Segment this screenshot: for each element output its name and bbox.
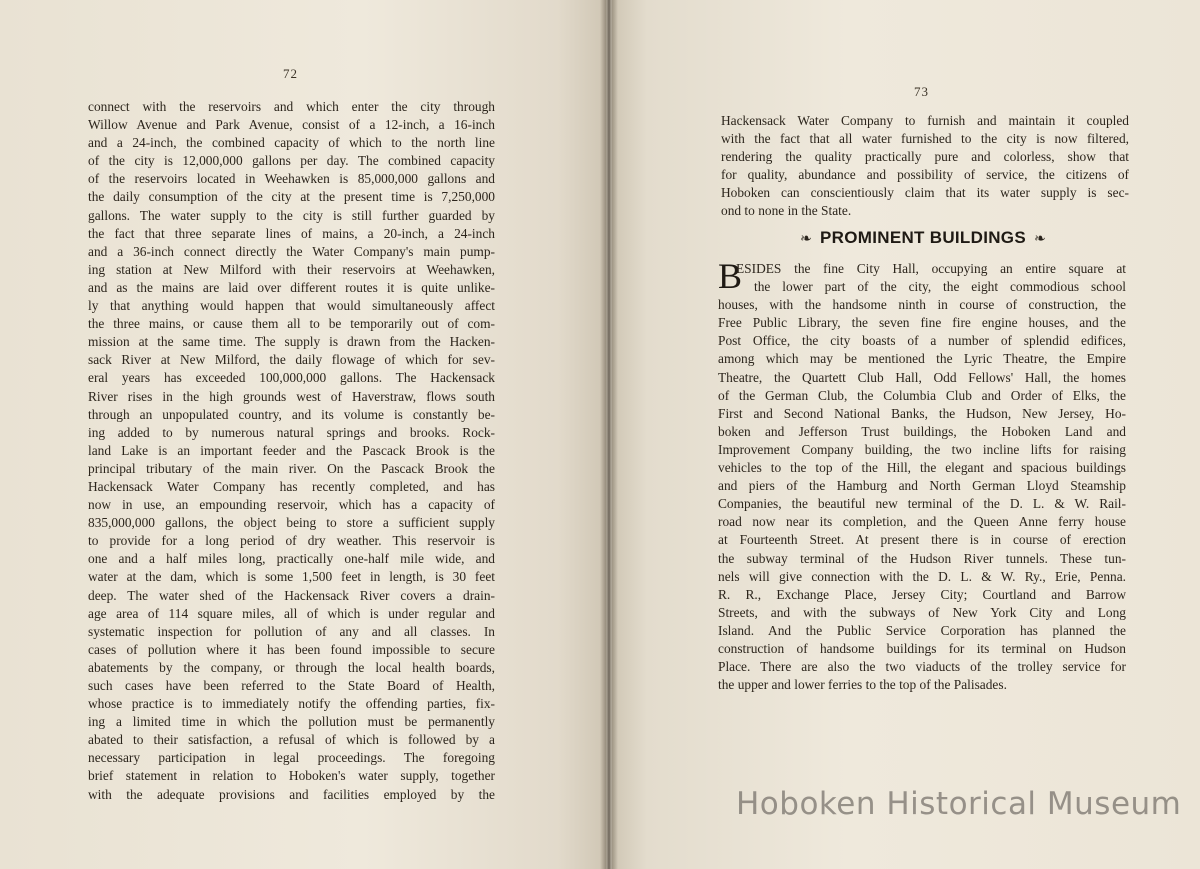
text-line: Companies, the beautiful new terminal of the D. L. & W. Rail- — [718, 496, 1126, 512]
ornament-right-icon: ❧ — [1033, 230, 1046, 246]
text-line: the daily consumption of the city at the present time is 7,250,000 — [88, 189, 495, 205]
text-line: the fact that three separate lines of mains, a 20-inch, a 24-inch — [88, 225, 495, 241]
text-line: abatements by the company, or through the local health boards, — [88, 659, 495, 675]
page-number-right: 73 — [914, 84, 929, 99]
text-line: abated to their satisfaction, a refusal of which is followed by a — [88, 732, 495, 748]
text-line: boken and Jefferson Trust buildings, the Hoboken Land and — [718, 423, 1126, 439]
text-line: Willow Avenue and Park Avenue, consist of a 12-inch, a 16-inch — [88, 117, 495, 133]
right-page-intro — [721, 112, 1129, 221]
text-line: the three mains, or cause them all to be temporarily out of com- — [88, 316, 495, 332]
text-line: ly that anything would happen that would simultaneously affect — [88, 298, 495, 314]
section-heading — [718, 228, 1128, 248]
text-line: Place. There are also the two viaducts of the trolley service for — [718, 659, 1126, 675]
ornament-left-icon: ❧ — [800, 230, 813, 246]
text-line: road now near its completion, and the Queen Anne ferry house — [718, 514, 1126, 530]
text-line: Island. And the Public Service Corporation has planned the — [718, 622, 1126, 638]
text-line: necessary participation in legal proceedings. The foregoing — [88, 750, 495, 766]
book-gutter — [600, 0, 618, 869]
text-line: Hackensack Water Company has recently completed, and has — [88, 478, 495, 494]
text-line: the upper and lower ferries to the top of the Palisades. — [718, 677, 1007, 693]
text-line: systematic inspection for pollution of any and all classes. In — [88, 623, 495, 639]
text-line: Hackensack Water Company to furnish and maintain it coupled — [721, 113, 1129, 128]
text-line: vehicles to the top of the Hill, the elegant and spacious buildings — [718, 460, 1126, 476]
text-line: gallons. The water supply to the city is still further guarded by — [88, 207, 495, 223]
text-line: Post Office, the city boasts of a number of splendid edifices, — [718, 333, 1126, 349]
text-line: such cases have been referred to the State Board of Health, — [88, 678, 495, 693]
text-line: and a 24-inch, the combined capacity of which to the north line — [88, 135, 495, 151]
drop-cap: B — [718, 256, 743, 296]
text-line: eral years has exceeded 100,000,000 gallons. The Hackensack — [88, 370, 495, 386]
text-line: for quality, abundance and possibility of service, the citizens of — [721, 167, 1129, 183]
text-line: through an unpopulated country, and its volume is constantly be- — [88, 406, 495, 422]
text-line: ond to none in the State. — [721, 203, 852, 219]
text-line: of the reservoirs located in Weehawken is 85,000,000 gallons and — [88, 171, 495, 187]
text-line: with the adequate provisions and facilities employed by the — [88, 786, 495, 802]
text-line: River rises in the high grounds west of Haverstraw, flows south — [88, 388, 495, 404]
text-line: mission at the same time. The supply is drawn from the Hacken- — [88, 334, 495, 350]
text-line: whose practice is to immediately notify the offending parties, fix- — [88, 696, 495, 712]
text-line: of the city is 12,000,000 gallons per day. The combined capacity — [88, 153, 495, 169]
text-line: Improvement Company building, the two incline lifts for raising — [718, 441, 1126, 457]
text-line: 835,000,000 gallons, the object being to store a sufficient supply — [88, 515, 495, 531]
text-line: age area of 114 square miles, all of which is under regular and — [88, 605, 495, 621]
text-line: connect with the reservoirs and which enter the city through — [88, 99, 495, 114]
text-line: water at the dam, which is some 1,500 feet in length, is 30 feet — [88, 569, 495, 585]
text-line: cases of pollution where it has been found impossible to secure — [88, 641, 495, 657]
text-line: Free Public Library, the seven fine fire engine houses, and the — [718, 315, 1126, 331]
text-line: nels will give connection with the D. L. & W. Ry., Erie, Penna. — [718, 568, 1126, 584]
text-line: and a 36-inch connect directly the Water Company's main pump- — [88, 243, 495, 259]
left-page-body — [88, 98, 495, 804]
page-number-left: 72 — [283, 66, 298, 81]
text-line: at Fourteenth Street. At present there is in course of erection — [718, 532, 1126, 548]
text-line: Streets, and with the subways of New York City and Long — [718, 604, 1126, 620]
text-line: and piers of the Hamburg and North German Lloyd Steamship — [718, 478, 1126, 494]
text-line: and as the mains are laid over different routes it is quite unlike- — [88, 279, 495, 295]
section-heading-text: PROMINENT BUILDINGS — [820, 228, 1026, 247]
text-line: the subway terminal of the Hudson River tunnels. These tun- — [718, 550, 1126, 566]
text-line: of the German Club, the Columbia Club and Order of Elks, the — [718, 387, 1126, 403]
text-line: principal tributary of the main river. On the Pascack Brook the — [88, 460, 495, 476]
right-page-section-body — [718, 256, 1126, 694]
text-line: houses, with the handsome ninth in course of construction, the — [718, 297, 1126, 313]
text-line: sack River at New Milford, the daily flowage of which for sev- — [88, 352, 495, 368]
text-line: ESIDES the fine City Hall, occupying an entire square at — [736, 261, 1126, 276]
text-line: Theatre, the Quartett Club Hall, Odd Fellows' Hall, the homes — [718, 369, 1126, 385]
text-line: now in use, an empounding reservoir, which has a capacity of — [88, 497, 495, 513]
text-line: ing a limited time in which the pollution must be permanently — [88, 714, 495, 730]
text-line: ing added to by numerous natural springs and brooks. Rock- — [88, 424, 495, 440]
text-line: First and Second National Banks, the Hudson, New Jersey, Ho- — [718, 405, 1126, 421]
text-line: land Lake is an important feeder and the Pascack Brook is the — [88, 442, 495, 458]
text-line: Hoboken can conscientiously claim that its water supply is sec- — [721, 185, 1129, 201]
text-line: ing station at New Milford with their reservoirs at Weehawken, — [88, 261, 495, 277]
text-line: with the fact that all water furnished to the city is now filtered, — [721, 131, 1129, 147]
text-line: construction of handsome buildings for its terminal on Hudson — [718, 640, 1126, 656]
text-line: rendering the quality practically pure and colorless, show that — [721, 149, 1129, 165]
text-line: to provide for a long period of dry weather. This reservoir is — [88, 533, 495, 549]
text-line: brief statement in relation to Hoboken's water supply, together — [88, 768, 495, 784]
museum-watermark: Hoboken Historical Museum — [736, 786, 1182, 822]
text-line: one and a half miles long, practically one-half mile wide, and — [88, 551, 495, 567]
text-line: among which may be mentioned the Lyric Theatre, the Empire — [718, 351, 1126, 367]
text-line: deep. The water shed of the Hackensack River covers a drain- — [88, 587, 495, 603]
text-line: R. R., Exchange Place, Jersey City; Courtland and Barrow — [718, 586, 1126, 602]
text-line: the lower part of the city, the eight commodious school — [754, 279, 1126, 295]
